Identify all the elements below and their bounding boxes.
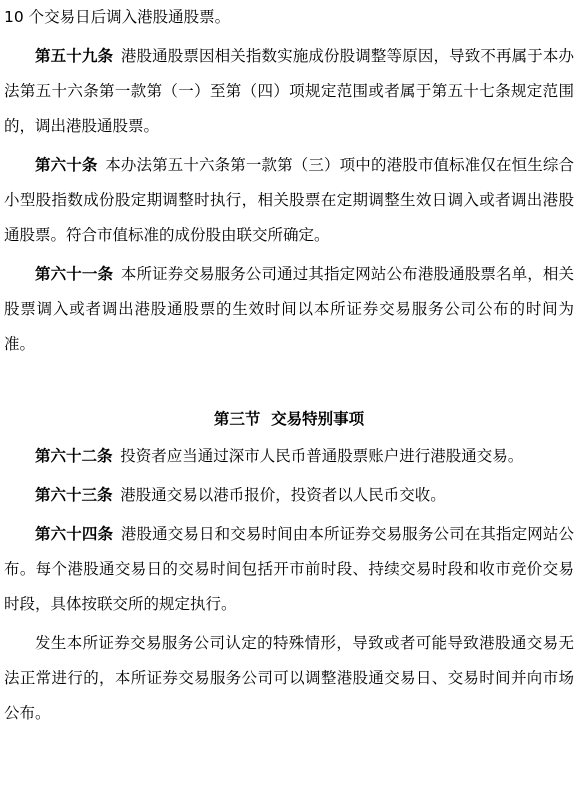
- article-number: 第六十二条: [35, 447, 113, 465]
- article-number: 第六十一条: [35, 265, 114, 283]
- closing-paragraph: 发生本所证券交易服务公司认定的特殊情形，导致或者可能导致港股通交易无法正常进行的，本所证券交易服务公司可以调整港股通交易日、交易时间并向市场公布。: [4, 634, 574, 722]
- article-text: 本办法第五十六条第一款第（三）项中的港股市值标准仅在恒生综合小型股指数成份股定期调整时执行，相关股票在定期调整生效日调入或者调出港股通股票。符合市值标准的成份股由联交所确定。: [4, 156, 574, 244]
- article-61: [4, 257, 574, 362]
- article-text: 本所证券交易服务公司通过其指定网站公布港股通股票名单，相关股票调入或者调出港股通股票的生效时间以本所证券交易服务公司公布的时间为准。: [4, 265, 574, 353]
- section-title: 第三节 交易特别事项: [213, 410, 365, 428]
- article-63: [4, 478, 574, 513]
- article-number: 第六十四条: [35, 525, 114, 543]
- article-text: 港股通股票因相关指数实施成份股调整等原因，导致不再属于本办法第五十六条第一款第（一）至第（四）项规定范围或者属于第五十七条规定范围的，调出港股通股票。: [4, 47, 574, 135]
- article-text: 投资者应当通过深市人民币普通股票账户进行港股通交易。: [120, 447, 524, 465]
- article-64: [4, 517, 574, 622]
- article-62: [4, 439, 574, 474]
- section-spacer: [4, 362, 574, 402]
- article-number: 第六十三条: [35, 486, 113, 504]
- article-59: [4, 39, 574, 144]
- article-number: 第五十九条: [35, 47, 114, 65]
- lead-text: 10 个交易日后调入港股通股票。: [4, 8, 231, 26]
- article-text: 港股通交易日和交易时间由本所证券交易服务公司在其指定网站公布。每个港股通交易日的交易时间包括开市前时段、持续交易时段和收市竞价交易时段，具体按联交所的规定执行。: [4, 525, 574, 613]
- article-number: 第六十条: [35, 156, 98, 174]
- article-60: [4, 148, 574, 253]
- article-text: 港股通交易以港币报价，投资者以人民币交收。: [120, 486, 446, 504]
- document-page: [4, 0, 574, 731]
